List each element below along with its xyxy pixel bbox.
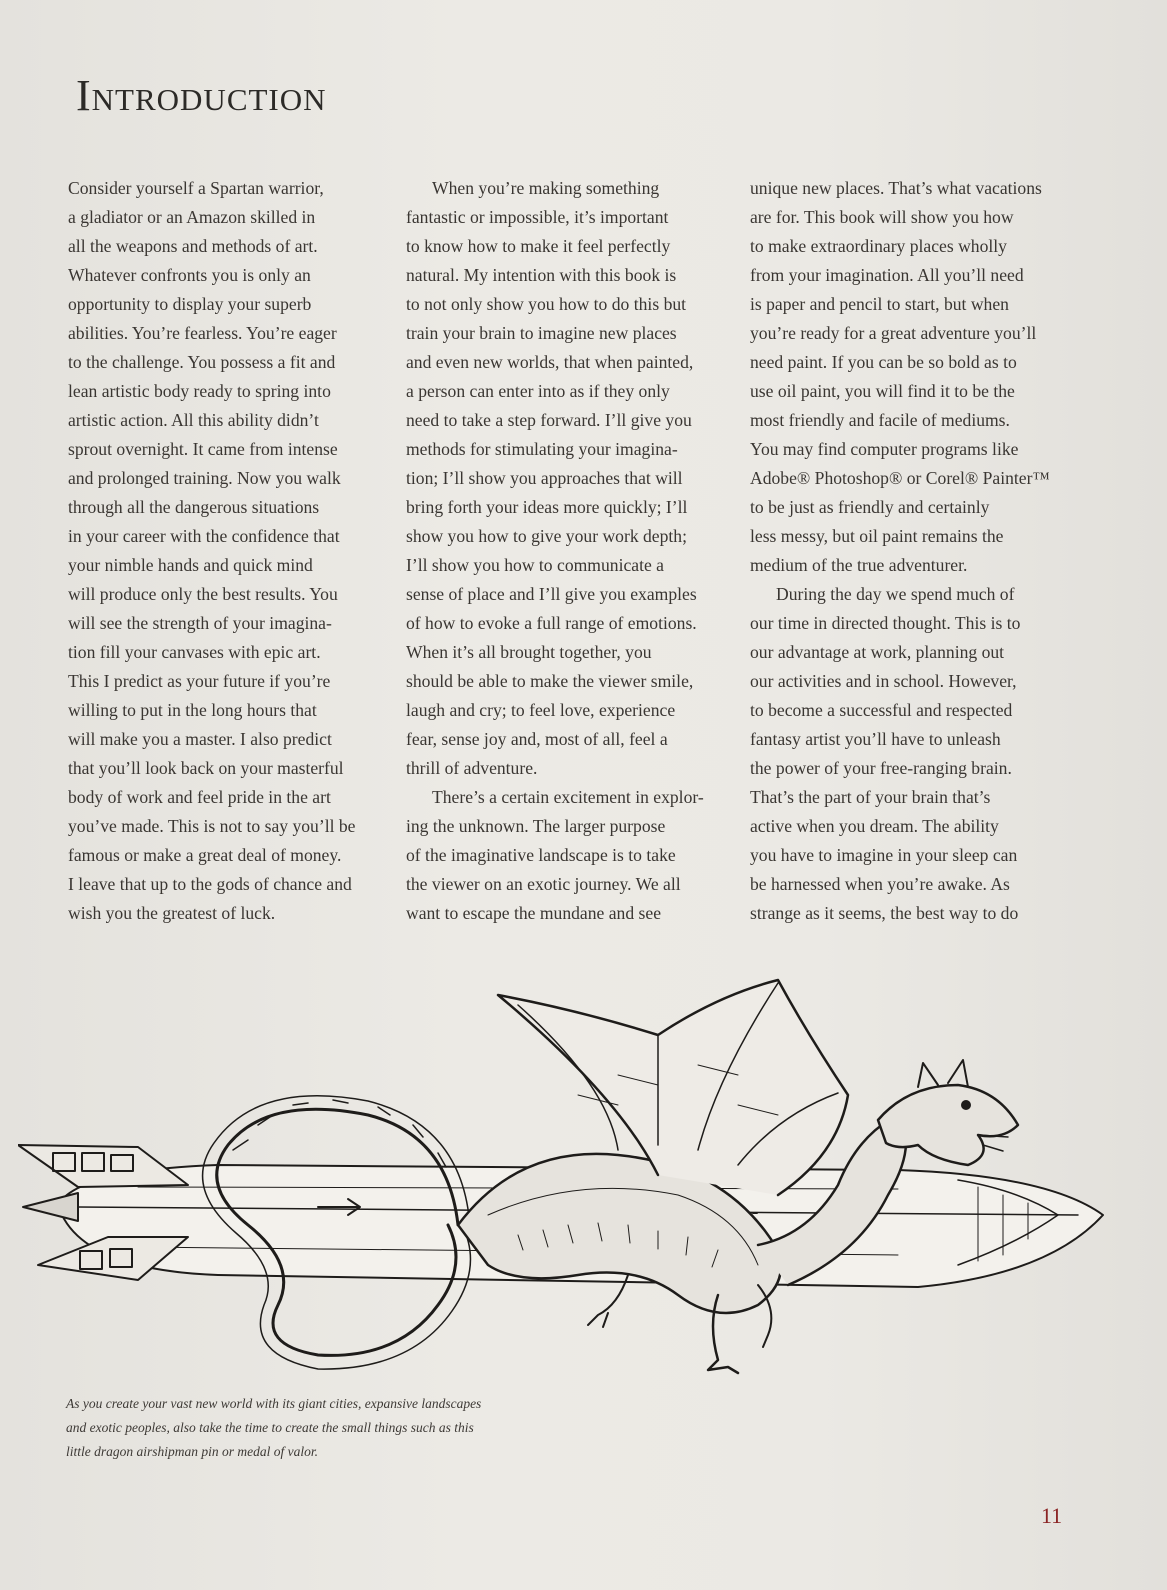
text-column-2 [406,174,731,928]
paragraph: There’s a certain excitement in explor- ing the unknown. The larger purpose of the imaginative landscape is to take the viewer on an exotic journey. We all want to escape the mundane and see [406,787,704,923]
page-number: 11 [1041,1503,1063,1528]
dragon-airship-pin-illustration [18,975,1108,1375]
figure-caption: As you create your vast new world with its giant cities, expansive landscapes and exotic peoples, also take the time to create the small things such as this little dragon airshipman pin or medal of valor. [66,1396,482,1459]
text-column-1 [68,174,393,928]
paragraph: unique new places. That’s what vacations are for. This book will show you how to make extraordinary places wholly from your imagination. All you’ll need is paper and pencil to start, but when you’re ready for a great adventure you’ll need paint. If you can be so bold as to use oil paint, you will find it to be the most friendly and facile of mediums. You may find computer programs like Adobe® Photoshop® or Corel® Painter™ to be just as friendly and certainly less messy, but oil paint remains the medium of the true adventurer. [750,178,1050,575]
paragraph: When you’re making something fantastic or impossible, it’s important to know how to make it feel perfectly natural. My intention with this book is to not only show you how to do this but train your brain to imagine new places and even new worlds, that when painted, a person can enter into as if they only need to take a step forward. I’ll give you methods for stimulating your imagina- tion; I’ll show you approaches that will bring forth your ideas more quickly; I’ll show you how to give your work depth; I’ll show you how to communicate a sense of place and I’ll give you examples of how to evoke a full range of emotions. When it’s all brought together, you should be able to make the viewer smile, laugh and cry; to feel love, experience fear, sense joy and, most of all, feel a thrill of adventure. [406,178,697,778]
paragraph: Consider yourself a Spartan warrior, a gladiator or an Amazon skilled in all the weapons and methods of art. Whatever confronts you is only an opportunity to display your superb abilities. You’re fearless. You’re eager to the challenge. You possess a fit and lean artistic body ready to spring into artistic action. All this ability didn’t sprout overnight. It came from intense and prolonged training. Now you walk through all the dangerous situations in your career with the confidence that your nimble hands and quick mind will produce only the best results. You will see the strength of your imagina- tion fill your canvases with epic art. This I predict as your future if you’re willing to put in the long hours that will make you a master. I also predict that you’ll look back on your masterful body of work and feel pride in the art you’ve made. This is not to say you’ll be famous or make a great deal of money. I leave that up to the gods of chance and wish you the greatest of luck. [68,178,356,923]
text-column-3 [750,174,1080,928]
paragraph: During the day we spend much of our time in directed thought. This is to our advantage at work, planning out our activities and in school. However, to become a successful and respected fantasy artist you’ll have to unleash the power of your free-ranging brain. That’s the part of your brain that’s active when you dream. The ability you have to imagine in your sleep can be harnessed when you’re awake. As strange as it seems, the best way to do [750,584,1021,923]
page-title: Introduction [76,71,327,120]
